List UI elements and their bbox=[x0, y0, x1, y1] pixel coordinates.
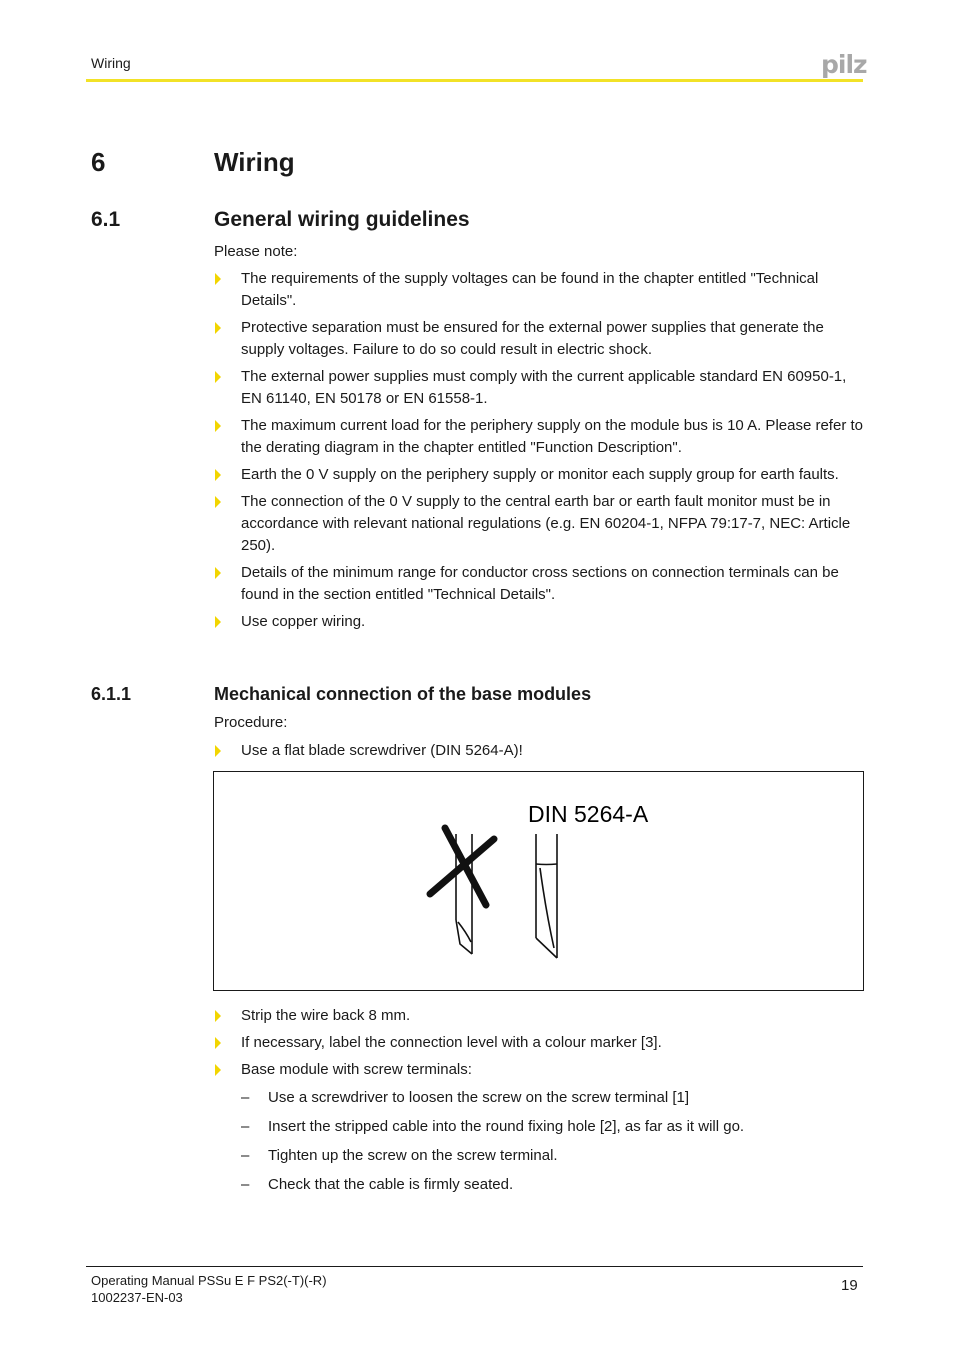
chapter-title: Wiring bbox=[214, 147, 295, 177]
page-number: 19 bbox=[841, 1277, 858, 1294]
list-item: Base module with screw terminals: bbox=[214, 1059, 864, 1081]
list-item: Strip the wire back 8 mm. bbox=[214, 1005, 864, 1027]
bullet-arrow-icon bbox=[215, 273, 221, 285]
footer-rule bbox=[86, 1266, 863, 1267]
dash-marker: – bbox=[241, 1176, 250, 1193]
bullet-arrow-icon bbox=[215, 371, 221, 383]
header-rule bbox=[86, 79, 863, 82]
running-header: Wiring bbox=[91, 55, 131, 71]
bullet-arrow-icon bbox=[215, 496, 221, 508]
bullet-arrow-icon bbox=[215, 745, 221, 757]
dash-marker: – bbox=[241, 1147, 250, 1164]
list-item: Use a flat blade screwdriver (DIN 5264-A)! bbox=[214, 740, 864, 762]
dash-marker: – bbox=[241, 1089, 250, 1106]
footer-manual-title: Operating Manual PSSu E F PS2(-T)(-R) bbox=[91, 1273, 327, 1288]
bullet-arrow-icon bbox=[215, 616, 221, 628]
list-item: – Insert the stripped cable into the round fixing hole [2], as far as it will go. bbox=[214, 1116, 864, 1138]
list-item: – Tighten up the screw on the screw terminal. bbox=[214, 1145, 864, 1167]
list-item: Earth the 0 V supply on the periphery supply or monitor each supply group for earth faults. bbox=[214, 464, 864, 486]
list-item: The external power supplies must comply with the current applicable standard EN 60950-1, EN 61140, EN 50178 or EN 61558-1. bbox=[214, 366, 864, 410]
guidelines-list bbox=[214, 268, 864, 638]
footer-doc-number: 1002237-EN-03 bbox=[91, 1290, 183, 1305]
procedure-list-bottom bbox=[214, 1005, 864, 1086]
screw-terminal-steps bbox=[214, 1087, 864, 1203]
section-intro: Please note: bbox=[214, 243, 298, 260]
bullet-arrow-icon bbox=[215, 1010, 221, 1022]
screwdriver-figure bbox=[213, 771, 864, 991]
section-title: General wiring guidelines bbox=[214, 208, 470, 231]
list-item: The maximum current load for the periphery supply on the module bus is 10 A. Please refer to the derating diagram in the chapter entitled "Function Description". bbox=[214, 415, 864, 459]
list-item: The requirements of the supply voltages can be found in the chapter entitled "Technical Details". bbox=[214, 268, 864, 312]
subsection-number: 6.1.1 bbox=[91, 684, 132, 704]
list-item: Use copper wiring. bbox=[214, 611, 864, 633]
dash-marker: – bbox=[241, 1118, 250, 1135]
procedure-list-top bbox=[214, 740, 864, 767]
list-item: If necessary, label the connection level with a colour marker [3]. bbox=[214, 1032, 864, 1054]
section-number: 6.1 bbox=[91, 208, 121, 231]
procedure-intro: Procedure: bbox=[214, 714, 288, 731]
list-item: Protective separation must be ensured for the external power supplies that generate the supply voltages. Failure to do so could result in electric shock. bbox=[214, 317, 864, 361]
list-item: Details of the minimum range for conductor cross sections on connection terminals can be found in the section entitled "Technical Details". bbox=[214, 562, 864, 606]
screwdriver-illustration bbox=[214, 772, 863, 990]
subsection-title: Mechanical connection of the base modules bbox=[214, 684, 592, 704]
bullet-arrow-icon bbox=[215, 1037, 221, 1049]
bullet-arrow-icon bbox=[215, 567, 221, 579]
bullet-arrow-icon bbox=[215, 1064, 221, 1076]
chapter-number: 6 bbox=[91, 147, 106, 177]
cross-mark-icon bbox=[430, 828, 494, 905]
list-item: – Use a screwdriver to loosen the screw on the screw terminal [1] bbox=[214, 1087, 864, 1109]
figure-label: DIN 5264-A bbox=[528, 801, 649, 827]
bullet-arrow-icon bbox=[215, 322, 221, 334]
bullet-arrow-icon bbox=[215, 420, 221, 432]
flat-blade-screwdriver-icon bbox=[536, 834, 557, 958]
pilz-logo: pilz bbox=[821, 50, 867, 79]
bullet-arrow-icon bbox=[215, 469, 221, 481]
list-item: The connection of the 0 V supply to the central earth bar or earth fault monitor must be in accordance with relevant national regulations (e.g. EN 60204-1, NFPA 79:17-7, NEC: Article 250). bbox=[214, 491, 864, 557]
list-item: – Check that the cable is firmly seated. bbox=[214, 1174, 864, 1196]
